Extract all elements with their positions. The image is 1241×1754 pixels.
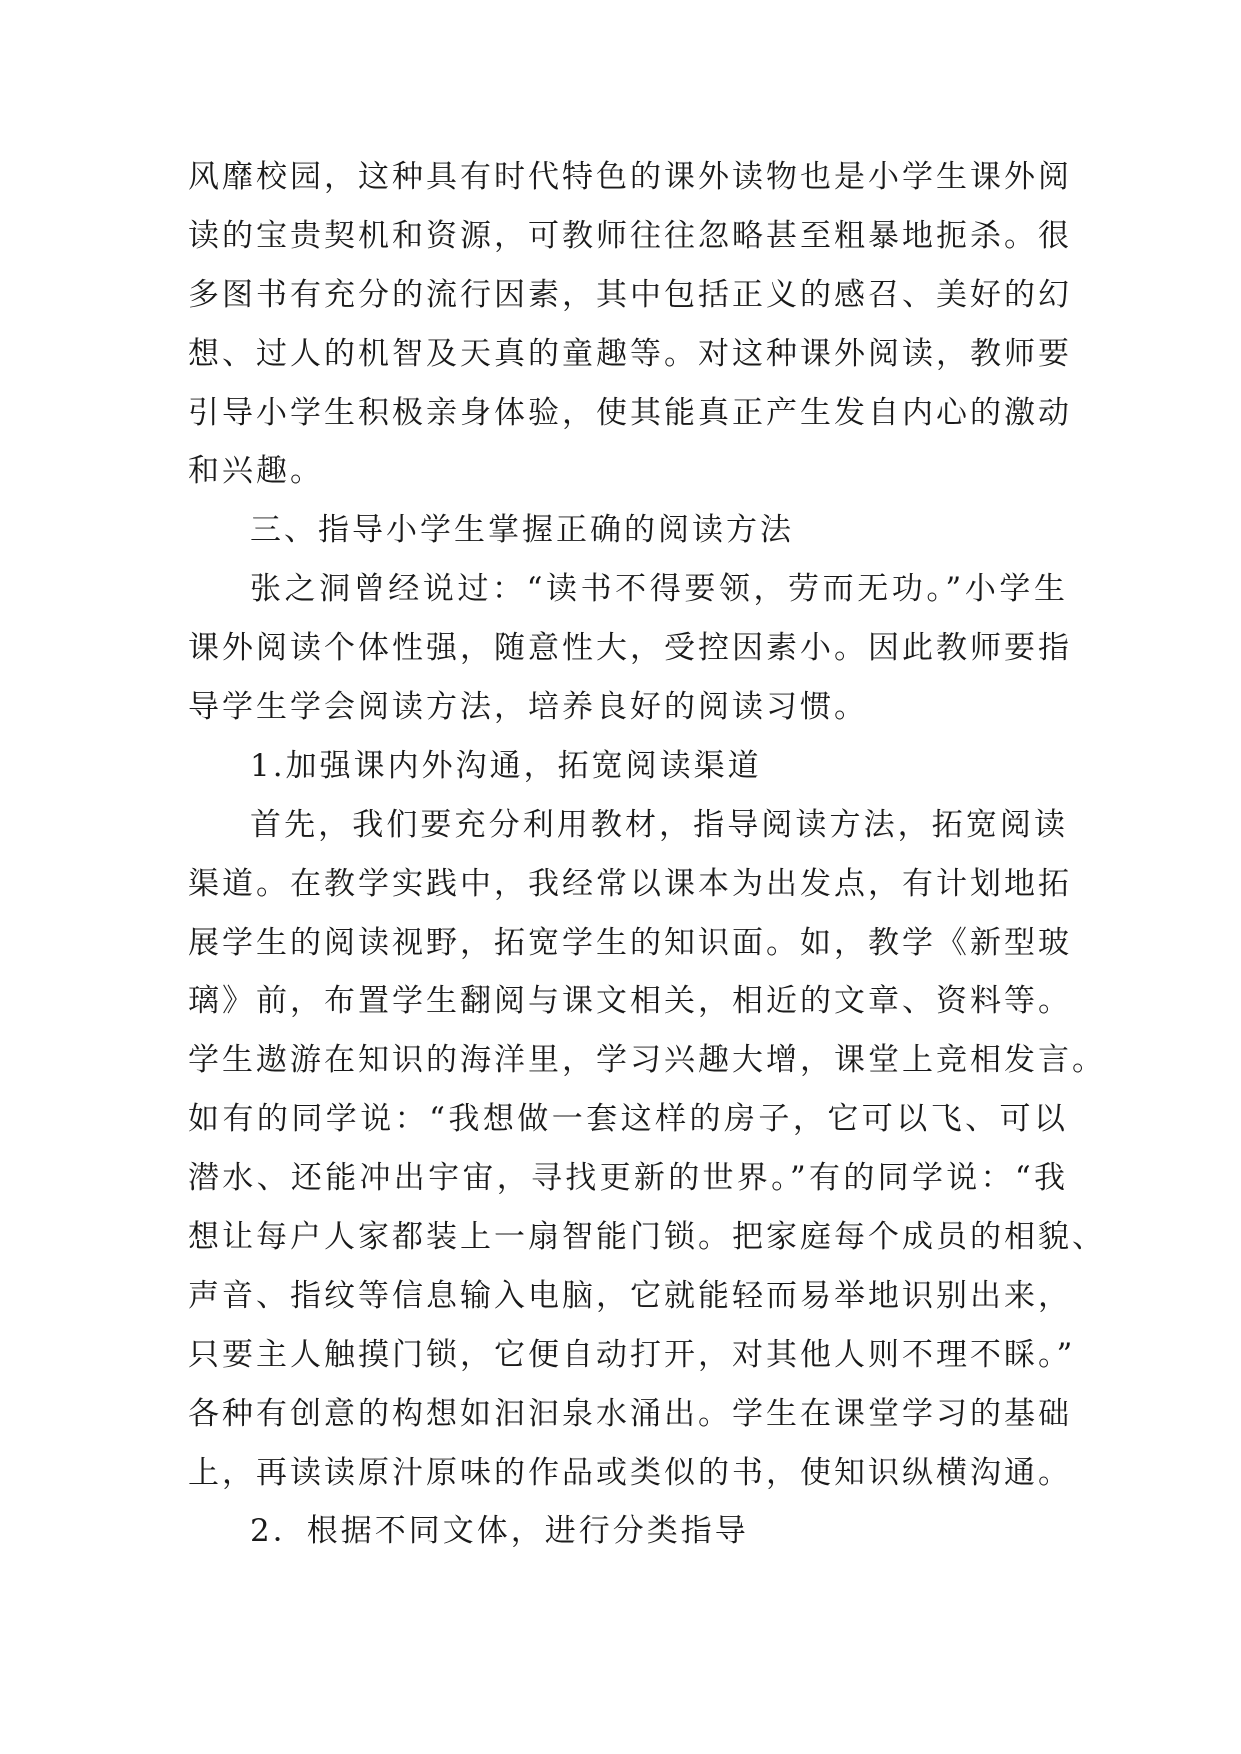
text-line: 声音、指纹等信息输入电脑，它就能轻而易举地识别出来，: [188, 1277, 1072, 1314]
text-line: 读的宝贵契机和资源，可教师往往忽略甚至粗暴地扼杀。很: [188, 217, 1072, 254]
text-line: 1.加强课内外沟通，拓宽阅读渠道: [250, 747, 762, 784]
text-line: 想让每户人家都装上一扇智能门锁。把家庭每个成员的相貌、: [188, 1219, 1106, 1256]
text-line: 导学生学会阅读方法，培养良好的阅读习惯。: [188, 689, 868, 726]
text-line: 三、指导小学生掌握正确的阅读方法: [250, 512, 794, 549]
text-line: 只要主人触摸门锁，它便自动打开，对其他人则不理不睬。”: [188, 1336, 1076, 1373]
text-line: 张之洞曾经说过：“读书不得要领，劳而无功。”小学生: [250, 571, 1068, 608]
text-line: 引导小学生积极亲身体验，使其能真正产生发自内心的激动: [188, 394, 1072, 431]
text-line: 如有的同学说：“我想做一套这样的房子，它可以飞、可以: [188, 1101, 1068, 1138]
text-line: 璃》前，布置学生翻阅与课文相关，相近的文章、资料等。: [188, 983, 1072, 1020]
text-line: 学生遨游在知识的海洋里，学习兴趣大增，课堂上竞相发言。: [188, 1042, 1106, 1079]
text-line: 潜水、还能冲出宇宙，寻找更新的世界。”有的同学说：“我: [188, 1160, 1068, 1197]
text-line: 多图书有充分的流行因素，其中包括正义的感召、美好的幻: [188, 276, 1072, 313]
text-line: 首先，我们要充分利用教材，指导阅读方法，拓宽阅读: [250, 806, 1068, 843]
text-line: 展学生的阅读视野，拓宽学生的知识面。如，教学《新型玻: [188, 924, 1072, 961]
text-line: 2．根据不同文体，进行分类指导: [250, 1513, 749, 1550]
text-line: 风靡校园，这种具有时代特色的课外读物也是小学生课外阅: [188, 159, 1072, 195]
text-line: 课外阅读个体性强，随意性大，受控因素小。因此教师要指: [188, 630, 1072, 667]
text-line: 想、过人的机智及天真的童趣等。对这种课外阅读，教师要: [188, 335, 1072, 372]
body-text: [188, 148, 1106, 1561]
text-line: 上，再读读原汁原味的作品或类似的书，使知识纵横沟通。: [188, 1454, 1072, 1491]
text-line: 和兴趣。: [188, 453, 324, 490]
text-line: 各种有创意的构想如汩汩泉水涌出。学生在课堂学习的基础: [188, 1395, 1072, 1432]
text-line: 渠道。在教学实践中，我经常以课本为出发点，有计划地拓: [188, 865, 1072, 902]
